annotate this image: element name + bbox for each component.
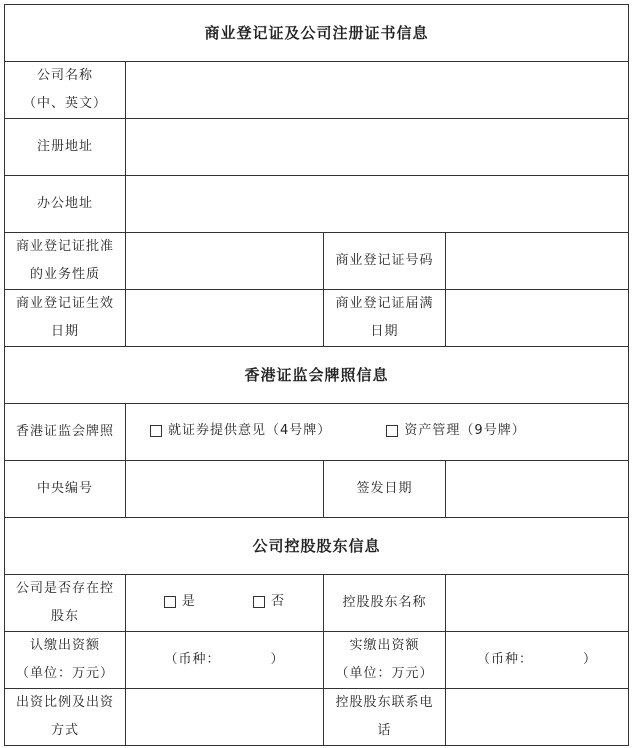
license-type4-checkbox[interactable] <box>150 425 162 437</box>
office-address-row <box>5 176 629 233</box>
section-title-shareholder: 公司控股股东信息 <box>5 518 629 575</box>
br-number-label: 商业登记证号码 <box>324 233 446 290</box>
br-effective-label-line1: 商业登记证生效 <box>15 296 114 311</box>
company-name-field[interactable] <box>126 62 629 119</box>
br-expiry-field[interactable] <box>446 290 629 347</box>
br-expiry-label <box>324 290 446 347</box>
paid-currency-hint <box>477 646 597 674</box>
registered-address-label: 注册地址 <box>5 119 126 176</box>
subscribed-capital-label-line2: （单位：万元） <box>15 666 114 681</box>
ratio-phone-row <box>5 689 629 746</box>
br-nature-label <box>5 233 126 290</box>
ce-number-field[interactable] <box>126 461 324 518</box>
ce-number-row <box>5 461 629 518</box>
contribution-ratio-label-line2: 方式 <box>50 723 79 738</box>
currency-close-text: ） <box>583 652 598 667</box>
br-effective-label-line2: 日期 <box>50 324 79 339</box>
license-type4-option[interactable] <box>150 417 331 445</box>
paid-capital-label-line1: 实缴出资额 <box>349 638 420 653</box>
sfc-license-row <box>5 404 629 461</box>
currency-close-text: ） <box>270 652 285 667</box>
issue-date-label: 签发日期 <box>324 461 446 518</box>
form-table <box>4 4 629 746</box>
contribution-ratio-label-line1: 出资比例及出资 <box>15 695 114 710</box>
section-title-registration: 商业登记证及公司注册证书信息 <box>5 5 629 62</box>
company-name-label <box>5 62 126 119</box>
office-address-label: 办公地址 <box>5 176 126 233</box>
subscribed-currency-hint <box>164 646 284 674</box>
br-nature-label-line1: 商业登记证批准 <box>15 239 114 254</box>
sfc-license-options <box>126 404 629 461</box>
currency-open-text: （币种： <box>164 652 221 667</box>
contribution-ratio-field[interactable] <box>126 689 324 746</box>
sfc-license-label: 香港证监会牌照 <box>5 404 126 461</box>
contribution-ratio-label <box>5 689 126 746</box>
br-expiry-label-line2: 日期 <box>370 324 399 339</box>
no-label: 否 <box>271 593 286 609</box>
controller-phone-label-line2: 话 <box>377 723 392 738</box>
subscribed-capital-field[interactable] <box>126 632 324 689</box>
section-header-row <box>5 347 629 404</box>
yes-checkbox[interactable] <box>164 596 176 608</box>
has-controller-label-line2: 股东 <box>50 609 79 624</box>
yes-label: 是 <box>181 593 196 609</box>
has-controller-row <box>5 575 629 632</box>
br-nature-label-line2: 的业务性质 <box>29 267 100 282</box>
controller-phone-label-line1: 控股股东联系电 <box>335 695 434 710</box>
no-checkbox[interactable] <box>253 596 265 608</box>
license-type9-option[interactable] <box>386 417 525 445</box>
company-name-row <box>5 62 629 119</box>
br-expiry-label-line1: 商业登记证届满 <box>335 296 434 311</box>
currency-open-text: （币种： <box>476 652 533 667</box>
license-type9-checkbox[interactable] <box>386 425 398 437</box>
br-effective-label <box>5 290 126 347</box>
controller-name-label: 控股股东名称 <box>324 575 446 632</box>
controller-phone-field[interactable] <box>446 689 629 746</box>
has-controller-label <box>5 575 126 632</box>
paid-capital-label <box>324 632 446 689</box>
has-controller-label-line1: 公司是否存在控 <box>15 581 114 596</box>
section-header-row <box>5 5 629 62</box>
controller-phone-label <box>324 689 446 746</box>
section-title-sfc: 香港证监会牌照信息 <box>5 347 629 404</box>
license-type4-label: 就证券提供意见（4号牌） <box>168 422 332 438</box>
subscribed-capital-label <box>5 632 126 689</box>
br-number-field[interactable] <box>446 233 629 290</box>
registered-address-field[interactable] <box>126 119 629 176</box>
ce-number-label: 中央编号 <box>5 461 126 518</box>
company-name-label-line1: 公司名称 <box>36 68 93 83</box>
br-nature-row <box>5 233 629 290</box>
office-address-field[interactable] <box>126 176 629 233</box>
paid-capital-label-line2: （单位：万元） <box>335 666 434 681</box>
issue-date-field[interactable] <box>446 461 629 518</box>
controller-name-field[interactable] <box>446 575 629 632</box>
company-name-label-line2: （中、英文） <box>22 96 107 111</box>
capital-row <box>5 632 629 689</box>
br-effective-field[interactable] <box>126 290 324 347</box>
registered-address-row <box>5 119 629 176</box>
has-controller-options <box>126 575 324 632</box>
br-nature-field[interactable] <box>126 233 324 290</box>
br-dates-row <box>5 290 629 347</box>
license-type9-label: 资产管理（9号牌） <box>404 422 526 438</box>
subscribed-capital-label-line1: 认缴出资额 <box>29 638 100 653</box>
yes-option[interactable] <box>164 588 196 616</box>
paid-capital-field[interactable] <box>446 632 629 689</box>
section-header-row <box>5 518 629 575</box>
no-option[interactable] <box>253 588 285 616</box>
